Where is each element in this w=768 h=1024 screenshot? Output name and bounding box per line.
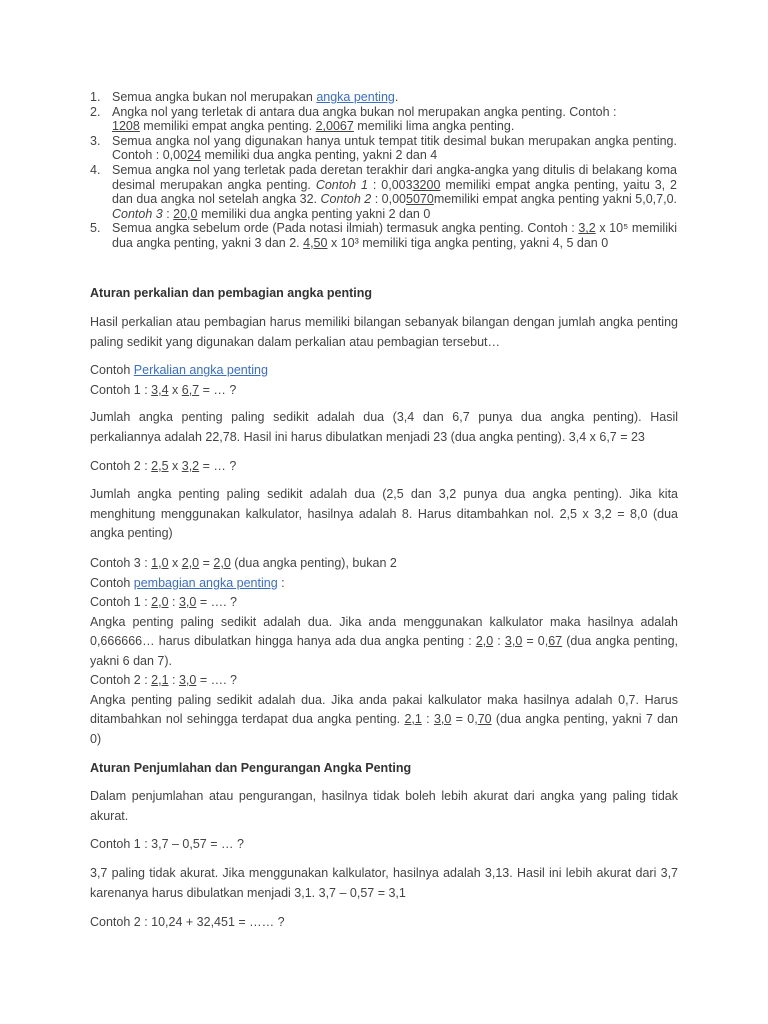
subtraction-example-question: Contoh 1 : 3,7 – 0,57 = … ? bbox=[90, 837, 244, 851]
rule-item-3: 3. Semua angka nol yang digunakan hanya untuk tempat titik desimal bukan merupakan angka penting. Contoh : 0,0024 memiliki dua angka penting, yakni 2 dan 4 bbox=[90, 133, 677, 163]
rule-item-2: 2. Angka nol yang terletak di antara dua angka bukan nol merupakan angka penting. Contoh : 1208 memiliki empat angka penting. 2,0067 memiliki lima angka penting. bbox=[90, 104, 617, 134]
example-2-question: Contoh 2 : 2,5 x 3,2 = … ? bbox=[90, 459, 237, 473]
rule-number: 5. bbox=[90, 221, 101, 236]
division-examples-block: Contoh 3 : 1,0 x 2,0 = 2,0 (dua angka penting), bukan 2 Contoh pembagian angka penting : Contoh 1 : 2,0 : 3,0 = …. ? Angka penting paling sedikit adalah dua. Jika anda menggunakan kalkulator maka hasilnya adalah 0,666666… harus dibulatkan hingga hanya ada dua angka penting : 2,0 : 3,0 = 0,67 (dua angka penting, yakni 6 dan 7). Contoh 2 : 2,1 : 3,0 = …. ? Angka penting paling sedikit adalah dua. Jika anda pakai kalkulator maka hasilnya adalah 0,7. Harus ditambahkan nol sehingga terdapat dua angka penting. 2,1 : 3,0 = 0,70 (dua angka penting, yakni 7 dan 0) bbox=[90, 556, 679, 746]
perkalian-angka-penting-link[interactable]: Perkalian angka penting bbox=[133, 363, 268, 377]
subtraction-example-explanation: 3,7 paling tidak akurat. Jika menggunakan kalkulator, hasilnya adalah 3,13. Hasil ini lebih akurat dari 3,7 karenanya harus dibulatkan menjadi 3,1. 3,7 – 0,57 = 3,1 bbox=[90, 866, 678, 900]
addition-example-question: Contoh 2 : 10,24 + 32,451 = …… ? bbox=[90, 915, 285, 929]
section-2-intro-paragraph: Dalam penjumlahan atau pengurangan, hasilnya tidak boleh lebih akurat dari angka yang paling tidak akurat. bbox=[90, 789, 678, 823]
section-heading-addition-subtraction: Aturan Penjumlahan dan Pengurangan Angka Penting bbox=[90, 761, 412, 775]
rule-number: 3. bbox=[90, 133, 101, 148]
rule-item-4: 4. Semua angka nol yang terletak pada deretan terakhir dari angka-angka yang ditulis di belakang koma desimal merupakan angka penting. Contoh 1 : 0,0033200 memiliki empat angka penting, yaitu 3, 2 dan dua angka nol setelah angka 32. Contoh 2 : 0,005070memiliki empat angka penting yakni 5,0,7,0. Contoh 3 : 20,0 memiliki dua angka penting yakni 2 dan 0 bbox=[90, 162, 678, 221]
rule-number: 2. bbox=[90, 104, 101, 119]
angka-penting-link[interactable]: angka penting bbox=[316, 90, 395, 104]
significant-figure-rules-list bbox=[90, 90, 678, 251]
rule-number: 4. bbox=[90, 162, 101, 177]
section-heading-multiplication-division: Aturan perkalian dan pembagian angka penting bbox=[90, 286, 372, 300]
multiplication-example-header: Contoh Perkalian angka penting Contoh 1 : 3,4 x 6,7 = … ? bbox=[90, 363, 268, 397]
pembagian-angka-penting-link[interactable]: pembagian angka penting bbox=[133, 575, 278, 590]
rule-number: 1. bbox=[90, 90, 101, 104]
rule-item-1: 1. Semua angka bukan nol merupakan angka penting. bbox=[90, 90, 399, 104]
example-2-explanation: Jumlah angka penting paling sedikit adalah dua (2,5 dan 3,2 punya dua angka penting). Jika kita menghitung menggunakan kalkulator, hasilnya adalah 8. Harus ditambahkan nol. 2,5 x 3,2 = 8,0 (dua angka penting) bbox=[90, 487, 678, 540]
section-intro-paragraph: Hasil perkalian atau pembagian harus memiliki bilangan sebanyak bilangan dengan jumlah angka penting paling sedikit yang digunakan dalam perkalian atau pembagian tersebut… bbox=[90, 315, 678, 349]
example-1-explanation: Jumlah angka penting paling sedikit adalah dua (3,4 dan 6,7 punya dua angka penting). Hasil perkaliannya adalah 22,78. Hasil ini harus dibulatkan menjadi 23 (dua angka penting). 3,4 x 6,7 = 23 bbox=[90, 410, 678, 444]
rule-item-5: 5. Semua angka sebelum orde (Pada notasi ilmiah) termasuk angka penting. Contoh : 3,2 x 10⁵ memiliki dua angka penting, yakni 3 dan 2. 4,50 x 10³ memiliki tiga angka penting, yakni 4, 5 dan 0 bbox=[90, 221, 677, 250]
